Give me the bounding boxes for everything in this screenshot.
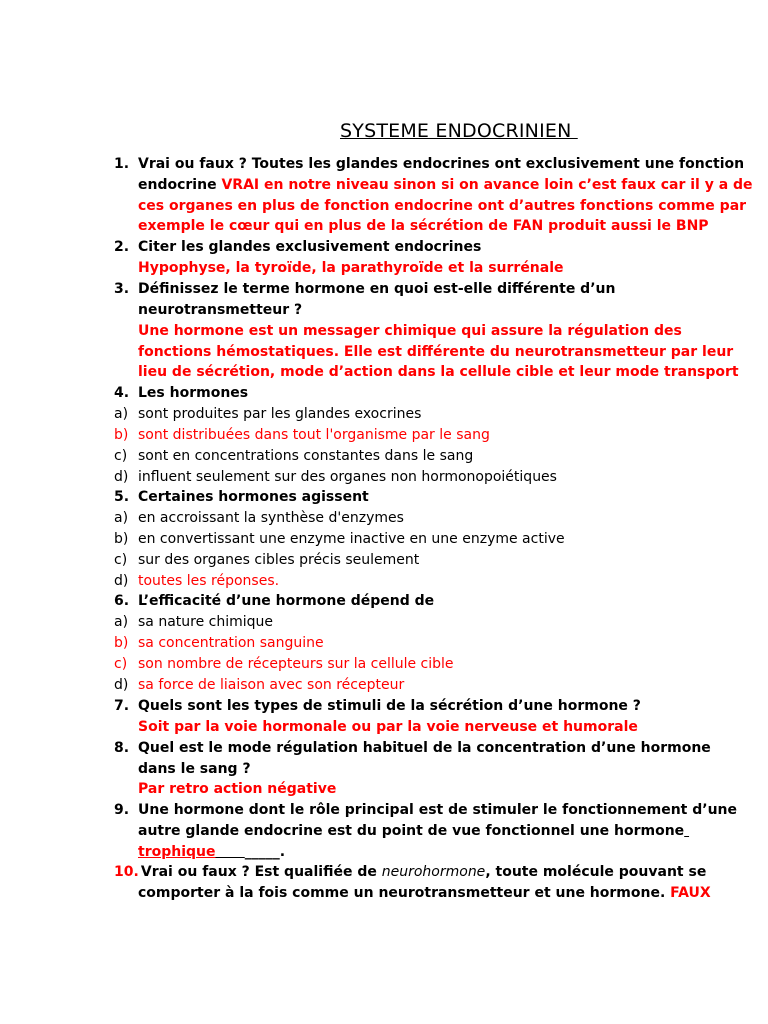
- question-1-line-2: [138, 175, 753, 195]
- answer-8: Par retro action négative: [138, 781, 337, 797]
- question-1-text-end: endocrine: [138, 177, 222, 193]
- option-text: en convertissant une enzyme inactive en une enzyme active: [138, 531, 565, 547]
- question-8-text-line-2: dans le sang ?: [138, 761, 251, 777]
- question-1-text: Vrai ou faux ? Toutes les glandes endocrines ont exclusivement une fonction: [138, 156, 745, 172]
- question-4-text: Les hormones: [138, 385, 249, 401]
- question-number: 5.: [114, 489, 130, 505]
- question-number: 1.: [114, 156, 130, 172]
- answer-9: trophique: [138, 844, 216, 860]
- option-text: influent seulement sur des organes non hormonopoiétiques: [138, 469, 557, 485]
- answer-1-line-2: ces organes en plus de fonction endocrine ont d’autres fonctions comme par: [138, 198, 747, 214]
- question-8-text: Quel est le mode régulation habituel de la concentration d’une hormone: [138, 740, 711, 756]
- question-number: 3.: [114, 281, 130, 297]
- question-10-line-2: [138, 883, 711, 903]
- question-3-text-line-2: neurotransmetteur ?: [138, 302, 303, 318]
- option-letter: a): [114, 406, 129, 422]
- option-letter-correct: b): [114, 635, 129, 651]
- question-6-text: L’efficacité d’une hormone dépend de: [138, 593, 435, 609]
- option-text-correct: son nombre de récepteurs sur la cellule cible: [138, 656, 454, 672]
- option-text-correct: sont distribuées dans tout l'organisme par le sang: [138, 427, 490, 443]
- blank-underline: [684, 823, 689, 839]
- option-letter: d): [114, 573, 129, 589]
- question-number: 2.: [114, 239, 130, 255]
- option-letter: b): [114, 531, 129, 547]
- question-number: 7.: [114, 698, 130, 714]
- option-letter: d): [114, 469, 129, 485]
- question-10-text-end: comporter à la fois comme un neurotransmetteur et une hormone.: [138, 885, 671, 901]
- option-text: sont produites par les glandes exocrines: [138, 406, 422, 422]
- question-7-text: Quels sont les types de stimuli de la sécrétion d’une hormone ?: [138, 698, 641, 714]
- option-letter-correct: b): [114, 427, 129, 443]
- question-number: 4.: [114, 385, 130, 401]
- question-10-line-1: [136, 862, 706, 882]
- question-number: 9.: [114, 802, 130, 818]
- question-number: 8.: [114, 740, 130, 756]
- option-letter: a): [114, 510, 129, 526]
- answer-1-line-3: exemple le cœur qui en plus de la sécrétion de FAN produit aussi le BNP: [138, 218, 709, 234]
- answer-7: Soit par la voie hormonale ou par la voie nerveuse et humorale: [138, 719, 638, 735]
- option-letter: c): [114, 448, 128, 464]
- question-9-text-line-2: [138, 821, 689, 841]
- term-neurohormone: neurohormone: [381, 864, 486, 880]
- blank-underline: [216, 844, 245, 860]
- blank-underscore: _____: [244, 844, 280, 860]
- period: .: [279, 844, 286, 860]
- answer-3-line-3: lieu de sécrétion, mode d’action dans la cellule cible et leur mode transport: [138, 364, 739, 380]
- option-text-correct: toutes les réponses.: [138, 573, 280, 589]
- answer-10: FAUX: [670, 885, 711, 901]
- question-2-text: Citer les glandes exclusivement endocrines: [138, 239, 482, 255]
- answer-3-line-2: fonctions hémostatiques. Elle est différente du neurotransmetteur par leur: [138, 344, 734, 360]
- question-number: 10.: [114, 864, 139, 880]
- option-text-correct: sa force de liaison avec son récepteur: [138, 677, 405, 693]
- option-text: sa nature chimique: [138, 614, 274, 630]
- document-title: SYSTEME ENDOCRINIEN: [340, 120, 578, 142]
- question-10-text-mid: , toute molécule pouvant se: [485, 864, 707, 880]
- answer-2: Hypophyse, la tyroïde, la parathyroïde et la surrénale: [138, 260, 564, 276]
- question-5-text: Certaines hormones agissent: [138, 489, 369, 505]
- option-letter-correct: c): [114, 656, 128, 672]
- option-text: sur des organes cibles précis seulement: [138, 552, 420, 568]
- option-letter: a): [114, 614, 129, 630]
- answer-3-line-1: Une hormone est un messager chimique qui assure la régulation des: [138, 323, 682, 339]
- answer-9-line: [138, 842, 285, 862]
- answer-1-start: VRAI en notre niveau sinon si on avance loin c’est faux car il y a de: [221, 177, 753, 193]
- question-3-text: Définissez le terme hormone en quoi est-elle différente d’un: [138, 281, 616, 297]
- option-letter: c): [114, 552, 128, 568]
- option-text: sont en concentrations constantes dans le sang: [138, 448, 474, 464]
- question-number: 6.: [114, 593, 130, 609]
- question-10-text-start: Vrai ou faux ? Est qualifiée de: [136, 864, 382, 880]
- question-9-text: Une hormone dont le rôle principal est de stimuler le fonctionnement d’une: [138, 802, 737, 818]
- question-9-text-end: autre glande endocrine est du point de vue fonctionnel une hormone: [138, 823, 685, 839]
- option-letter: d): [114, 677, 129, 693]
- option-text: en accroissant la synthèse d'enzymes: [138, 510, 404, 526]
- option-text-correct: sa concentration sanguine: [138, 635, 324, 651]
